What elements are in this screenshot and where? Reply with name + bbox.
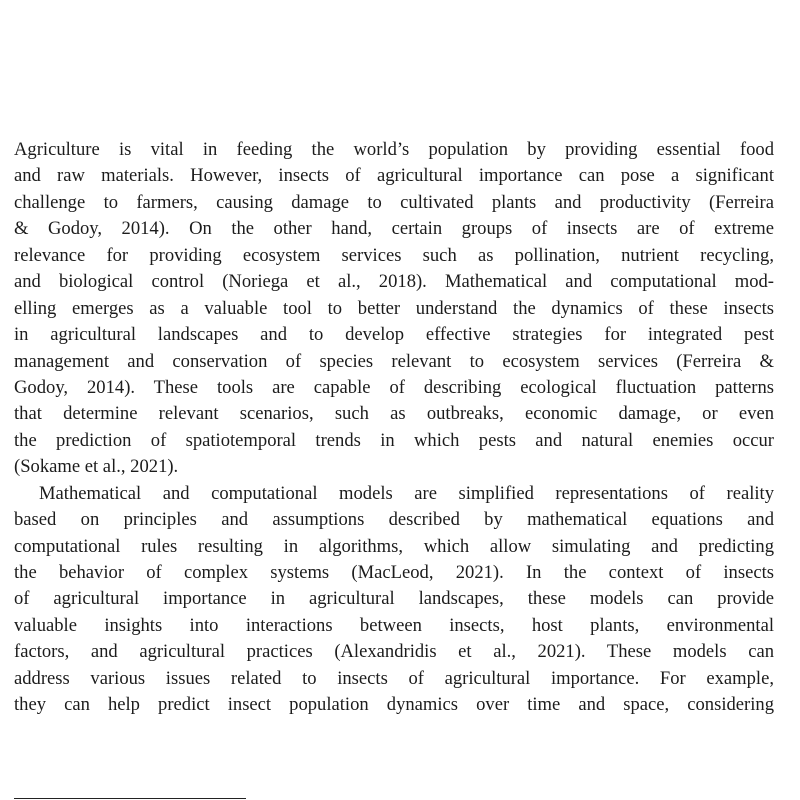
paragraph-1-line-3: challenge to farmers, causing damage to cultivated plants and productivity (Ferreira xyxy=(14,191,774,213)
paragraph-2-line-4: the behavior of complex systems (MacLeod, 2021). In the context of insects xyxy=(14,562,774,583)
paragraph-1-line-8: in agricultural landscapes and to develop effective strategies for integrated pest xyxy=(14,324,774,346)
paragraph-1-line-13: (Sokame et al., 2021). xyxy=(14,456,179,478)
paragraph-1-line-5: relevance for providing ecosystem services such as pollination, nutrient recycling, xyxy=(14,244,774,266)
paragraph-2-line-9: they can help predict insect population dynamics over time and space, considering xyxy=(14,694,774,716)
footnote-rule xyxy=(14,798,246,799)
paragraph-1-line-7: elling emerges as a valuable tool to better understand the dynamics of these insects xyxy=(14,297,774,319)
paragraph-2-line-2: based on principles and assumptions described by mathematical equations and xyxy=(14,509,774,531)
paragraph-2-line-8: address various issues related to insects of agricultural importance. For example, xyxy=(14,667,774,689)
paragraph-1-line-12: the prediction of spatiotemporal trends in which pests and natural enemies occur xyxy=(14,429,774,451)
paragraph-1-line-11: that determine relevant scenarios, such as outbreaks, economic damage, or even xyxy=(14,403,774,425)
paragraph-2-line-7: factors, and agricultural practices (Alexandridis et al., 2021). These models can xyxy=(14,641,774,663)
body-text xyxy=(14,137,774,719)
paragraph-2-line-1: Mathematical and computational models are simplified representations of reality xyxy=(39,482,774,504)
paragraph-2-line-5: of agricultural importance in agricultural landscapes, these models can provide xyxy=(14,588,774,610)
paragraph-1-line-9: management and conservation of species relevant to ecosystem services (Ferreira & xyxy=(14,350,774,372)
paragraph-2-line-3: computational rules resulting in algorithms, which allow simulating and predicting xyxy=(14,535,774,557)
paragraph-2-line-6: valuable insights into interactions between insects, host plants, environmental xyxy=(14,614,774,636)
paragraph-1-line-1: Agriculture is vital in feeding the world’s population by providing essential food xyxy=(14,139,774,160)
paragraph-1-line-10: Godoy, 2014). These tools are capable of describing ecological fluctuation patterns xyxy=(14,376,774,398)
paragraph-1-line-6: and biological control (Noriega et al., 2018). Mathematical and computational mod- xyxy=(14,271,774,293)
paragraph-1-line-2: and raw materials. However, insects of agricultural importance can pose a significant xyxy=(14,165,774,187)
paragraph-1-line-4: & Godoy, 2014). On the other hand, certain groups of insects are of extreme xyxy=(14,218,774,240)
